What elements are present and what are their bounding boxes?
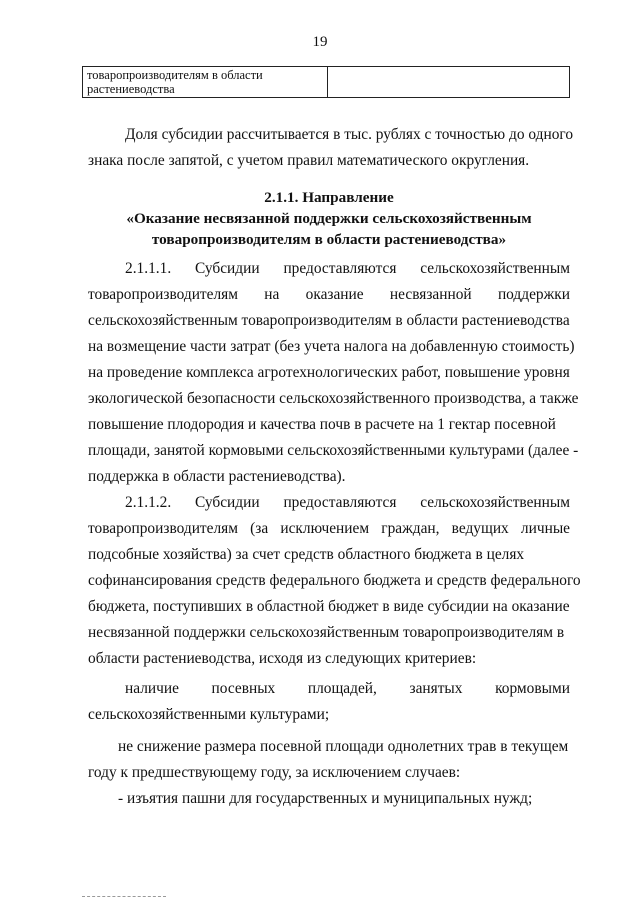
text-line: поддержка в области растениеводства). bbox=[88, 468, 346, 485]
text-line: - изъятия пашни для государственных и муниципальных нужд; bbox=[118, 790, 533, 807]
text-line: на возмещение части затрат (без учета налога на добавленную стоимость) bbox=[88, 338, 575, 355]
text-line: сельскохозяйственными культурами; bbox=[88, 706, 330, 723]
continuation-table bbox=[82, 66, 570, 98]
table-cell-text: растениеводства bbox=[87, 82, 175, 96]
table-cell-right bbox=[328, 67, 569, 97]
table-cell-left bbox=[83, 67, 328, 97]
text-line: знака после запятой, с учетом правил математического округления. bbox=[88, 152, 530, 169]
text-line: 2.1.1.1. Субсидии предоставляются сельскохозяйственным bbox=[125, 260, 570, 277]
text-line: на проведение комплекса агротехнологических работ, повышение уровня bbox=[88, 364, 570, 381]
page-number: 19 bbox=[312, 34, 328, 50]
paragraph-2-1-1-2 bbox=[88, 490, 581, 672]
text-line: несвязанной поддержки сельскохозяйственным товаропроизводителям в bbox=[88, 624, 565, 641]
heading-line: 2.1.1. Направление bbox=[264, 189, 394, 206]
text-line: Доля субсидии рассчитывается в тыс. рублях с точностью до одного bbox=[125, 126, 574, 143]
text-line: повышение плодородия и качества почв в расчете на 1 гектар посевной bbox=[88, 416, 556, 433]
text-line: товаропроизводителям на оказание несвязанной поддержки bbox=[88, 286, 570, 303]
table-cell-text: товаропроизводителям в области bbox=[87, 68, 263, 82]
paragraph-2-1-1-1 bbox=[88, 256, 579, 490]
text-line: году к предшествующему году, за исключением случаев: bbox=[88, 764, 461, 781]
text-line: 2.1.1.2. Субсидии предоставляются сельскохозяйственным bbox=[125, 494, 570, 511]
text-line: бюджета, поступивших в областной бюджет в виде субсидии на оказание bbox=[88, 598, 570, 615]
section-heading bbox=[88, 187, 570, 250]
text-line: площади, занятой кормовыми сельскохозяйственными культурами (далее - bbox=[88, 442, 579, 459]
heading-line: «Оказание несвязанной поддержки сельскохозяйственным bbox=[126, 210, 532, 227]
text-line: подсобные хозяйства) за счет средств областного бюджета в целях bbox=[88, 546, 525, 563]
text-line: сельскохозяйственным товаропроизводителям в области растениеводства bbox=[88, 312, 570, 329]
text-line: экологической безопасности сельскохозяйственного производства, а также bbox=[88, 390, 579, 407]
paragraph-subsidy-rounding bbox=[88, 122, 574, 174]
text-line: наличие посевных площадей, занятых кормовыми bbox=[125, 680, 570, 697]
footer-rule bbox=[82, 896, 166, 897]
text-line: софинансирования средств федерального бюджета и средств федерального bbox=[88, 572, 581, 589]
heading-line: товаропроизводителям в области растениеводства» bbox=[151, 231, 507, 248]
text-line: товаропроизводителям (за исключением граждан, ведущих личные bbox=[88, 520, 570, 537]
text-line: области растениеводства, исходя из следующих критериев: bbox=[88, 650, 477, 667]
text-line: не снижение размера посевной площади однолетних трав в текущем bbox=[118, 738, 569, 755]
criteria-block bbox=[88, 676, 570, 812]
